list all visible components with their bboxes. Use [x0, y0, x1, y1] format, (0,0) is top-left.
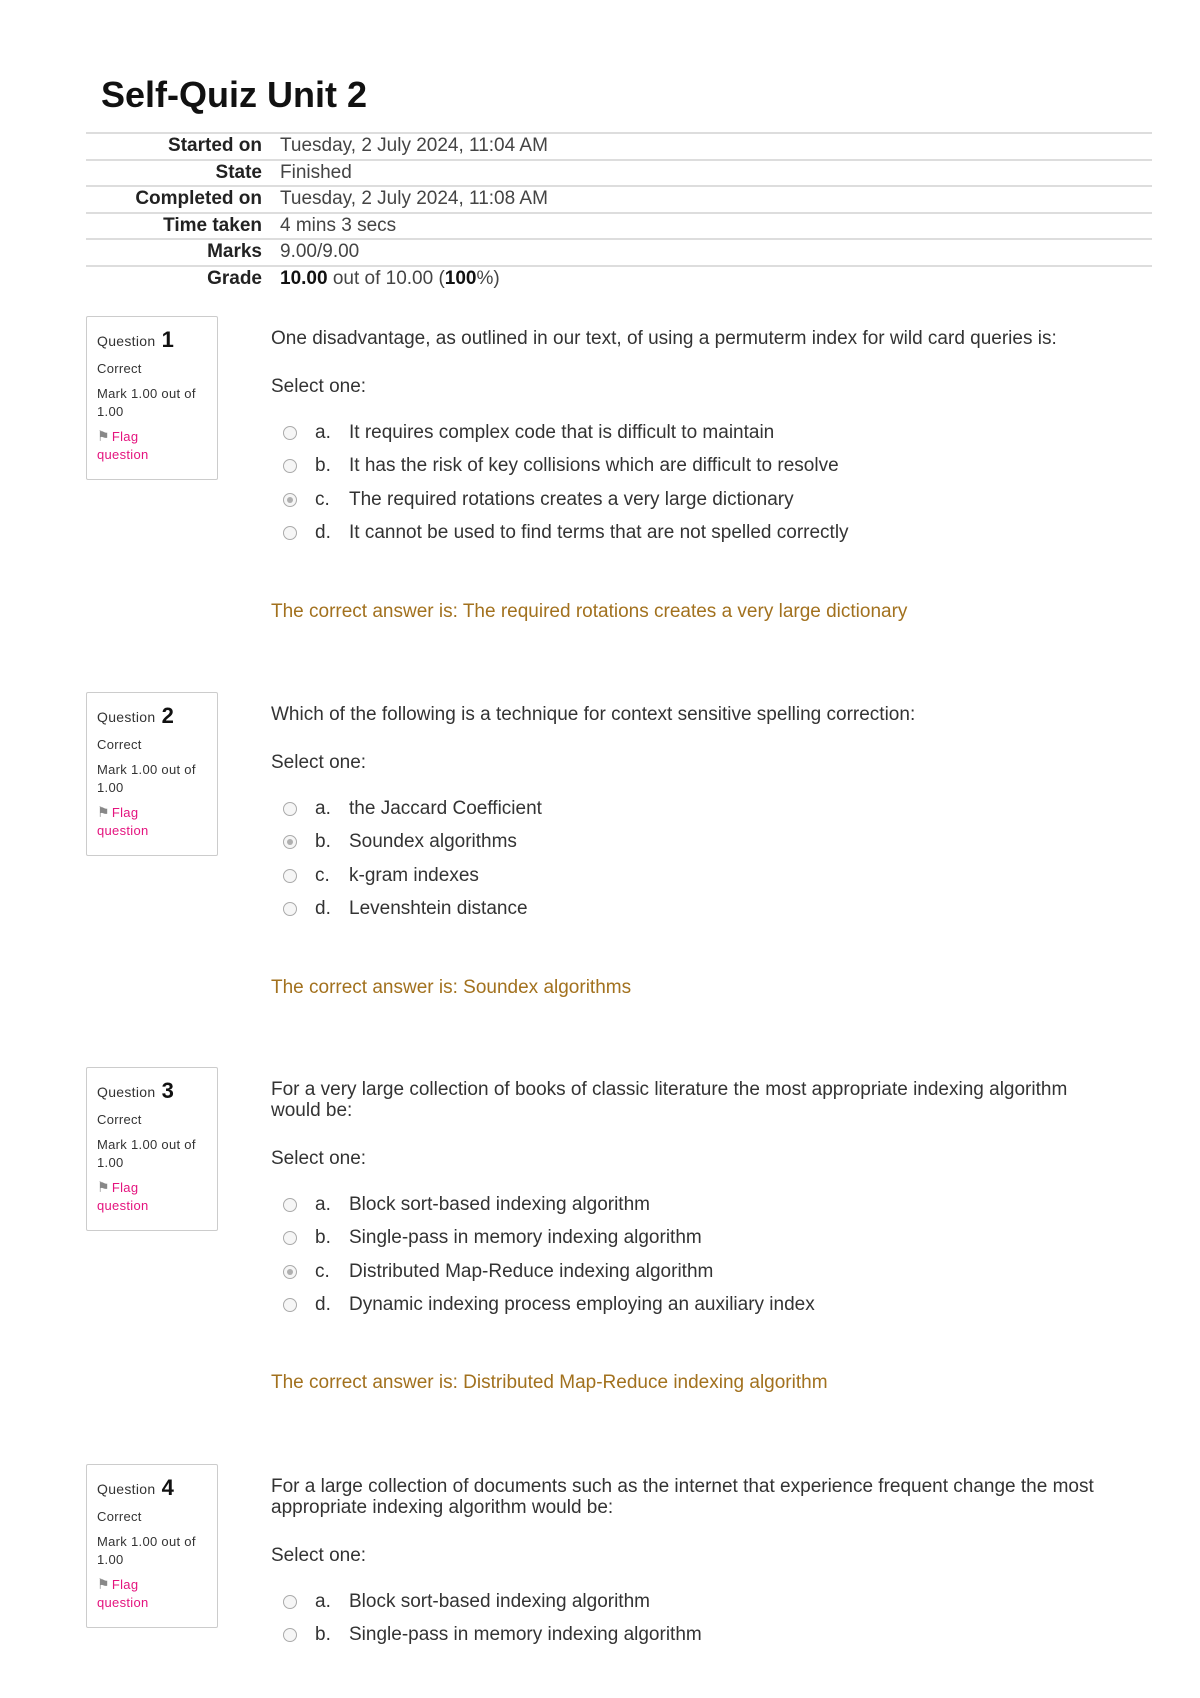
flag-icon: ⚑ [97, 428, 110, 444]
question-state: Correct [97, 361, 142, 376]
option-letter: b. [315, 1624, 331, 1646]
option-letter: b. [315, 1227, 331, 1249]
question-number: 2 [161, 703, 175, 728]
answer-option[interactable] [283, 1255, 1101, 1289]
option-letter: b. [315, 831, 331, 853]
page-title: Self-Quiz Unit 2 [101, 74, 368, 115]
select-one-prompt: Select one: [271, 1545, 367, 1566]
summary-label: Grade [207, 267, 262, 289]
answer-option[interactable] [283, 1619, 1101, 1653]
summary-value [280, 268, 500, 290]
summary-label: State [215, 161, 262, 183]
summary-row-state [86, 161, 1152, 188]
question-label: Question [97, 333, 156, 349]
summary-label: Marks [207, 241, 262, 263]
summary-label: Started on [168, 135, 262, 157]
select-one-prompt: Select one: [271, 752, 367, 773]
option-letter: a. [315, 421, 331, 443]
attempt-summary-table [86, 132, 1152, 291]
flag-label: Flag [111, 805, 139, 820]
flag-label: Flag [111, 429, 139, 444]
question-label: Question [97, 1481, 156, 1497]
radio-button[interactable] [283, 1628, 297, 1642]
option-letter: a. [315, 1193, 331, 1215]
summary-label: Completed on [135, 188, 262, 210]
question-content [271, 1067, 1101, 1393]
question-number-line [97, 703, 207, 729]
option-text: Levenshtein distance [349, 898, 528, 920]
summary-value: 4 mins 3 secs [280, 214, 397, 236]
option-text: k-gram indexes [349, 864, 479, 886]
answer-option[interactable] [283, 893, 1101, 927]
flag-question-link[interactable] [97, 803, 207, 840]
option-text: It cannot be used to find terms that are not spelled correctly [349, 522, 849, 544]
radio-button[interactable] [283, 1231, 297, 1245]
question-info-box [86, 316, 218, 480]
question-mark: Mark 1.00 out of 1.00 [97, 762, 196, 795]
answer-option[interactable] [283, 792, 1101, 826]
flag-label: Flag [111, 1180, 139, 1195]
radio-button[interactable] [283, 493, 297, 507]
summary-label: Time taken [163, 214, 262, 236]
question-number: 3 [161, 1078, 175, 1103]
question-info-box [86, 1464, 218, 1628]
flag-label-2: question [97, 447, 149, 462]
radio-button[interactable] [283, 526, 297, 540]
question-text: For a very large collection of books of classic literature the most appropriate indexing algorithm would be: [271, 1079, 1068, 1121]
flag-icon: ⚑ [97, 1576, 110, 1592]
radio-button[interactable] [283, 1198, 297, 1212]
answer-option[interactable] [283, 416, 1101, 450]
correct-answer-feedback: The correct answer is: The required rotations creates a very large dictionary [271, 601, 908, 622]
option-letter: d. [315, 522, 331, 544]
flag-question-link[interactable] [97, 1178, 207, 1215]
question-content [271, 316, 1101, 622]
question-number: 4 [161, 1475, 175, 1500]
select-one-prompt: Select one: [271, 376, 367, 397]
question-label: Question [97, 709, 156, 725]
radio-button[interactable] [283, 426, 297, 440]
answer-options [271, 1585, 1101, 1652]
option-text: The required rotations creates a very large dictionary [349, 488, 794, 510]
question-info-box [86, 1067, 218, 1231]
option-letter: c. [315, 864, 330, 886]
question-label: Question [97, 1084, 156, 1100]
correct-answer-feedback: The correct answer is: Soundex algorithms [271, 977, 632, 998]
option-letter: a. [315, 797, 331, 819]
answer-option[interactable] [283, 826, 1101, 860]
question-text: Which of the following is a technique for context sensitive spelling correction: [271, 704, 916, 725]
option-text: the Jaccard Coefficient [349, 797, 542, 819]
flag-label: Flag [111, 1577, 139, 1592]
flag-label-2: question [97, 1595, 149, 1610]
question-state: Correct [97, 1112, 142, 1127]
radio-button[interactable] [283, 869, 297, 883]
option-text: Distributed Map-Reduce indexing algorithm [349, 1260, 714, 1282]
grade-mid: out of 10.00 ( [327, 267, 445, 289]
option-text: It requires complex code that is difficult to maintain [349, 421, 775, 443]
question-state: Correct [97, 737, 142, 752]
flag-question-link[interactable] [97, 1575, 207, 1612]
option-letter: d. [315, 898, 331, 920]
flag-label-2: question [97, 1198, 149, 1213]
summary-value: Tuesday, 2 July 2024, 11:04 AM [280, 135, 548, 157]
question-state: Correct [97, 1509, 142, 1524]
answer-option[interactable] [283, 859, 1101, 893]
answer-option[interactable] [283, 483, 1101, 517]
grade-score: 10.00 [280, 267, 328, 289]
grade-percent: 100 [444, 267, 477, 289]
radio-button[interactable] [283, 459, 297, 473]
summary-row-time [86, 214, 1152, 241]
option-text: Dynamic indexing process employing an auxiliary index [349, 1294, 815, 1316]
summary-value: 9.00/9.00 [280, 241, 360, 263]
option-text: Single-pass in memory indexing algorithm [349, 1624, 702, 1646]
radio-button[interactable] [283, 802, 297, 816]
radio-button[interactable] [283, 1595, 297, 1609]
question-number-line [97, 327, 207, 353]
radio-button[interactable] [283, 902, 297, 916]
question-text: One disadvantage, as outlined in our text, of using a permuterm index for wild card queries is: [271, 328, 1057, 349]
option-text: Soundex algorithms [349, 831, 517, 853]
correct-answer-feedback: The correct answer is: Distributed Map-Reduce indexing algorithm [271, 1372, 828, 1393]
question-mark: Mark 1.00 out of 1.00 [97, 1137, 196, 1170]
question-mark: Mark 1.00 out of 1.00 [97, 386, 196, 419]
question-content [271, 692, 1101, 998]
option-letter: c. [315, 1260, 330, 1282]
summary-value: Finished [280, 161, 352, 183]
option-text: Block sort-based indexing algorithm [349, 1193, 650, 1215]
answer-option[interactable] [283, 1585, 1101, 1619]
answer-option[interactable] [283, 450, 1101, 484]
question-number-line [97, 1078, 207, 1104]
summary-value: Tuesday, 2 July 2024, 11:08 AM [280, 188, 548, 210]
answer-options [271, 792, 1101, 926]
summary-row-started [86, 134, 1152, 161]
summary-row-marks [86, 240, 1152, 267]
answer-option[interactable] [283, 1188, 1101, 1222]
option-letter: c. [315, 488, 330, 510]
select-one-prompt: Select one: [271, 1148, 367, 1169]
radio-button[interactable] [283, 1298, 297, 1312]
flag-label-2: question [97, 823, 149, 838]
answer-option[interactable] [283, 1289, 1101, 1323]
summary-row-grade [86, 267, 1152, 292]
question-mark: Mark 1.00 out of 1.00 [97, 1534, 196, 1567]
answer-option[interactable] [283, 1222, 1101, 1256]
option-letter: d. [315, 1294, 331, 1316]
radio-button[interactable] [283, 1265, 297, 1279]
question-number-line [97, 1475, 207, 1501]
option-text: Block sort-based indexing algorithm [349, 1590, 650, 1612]
question-number: 1 [161, 327, 175, 352]
answer-options [271, 1188, 1101, 1322]
grade-end: %) [476, 267, 500, 289]
option-letter: b. [315, 455, 331, 477]
flag-icon: ⚑ [97, 1179, 110, 1195]
answer-options [271, 416, 1101, 550]
answer-option[interactable] [283, 517, 1101, 551]
option-text: It has the risk of key collisions which are difficult to resolve [349, 455, 839, 477]
flag-icon: ⚑ [97, 804, 110, 820]
summary-row-completed [86, 187, 1152, 214]
flag-question-link[interactable] [97, 427, 207, 464]
question-content [271, 1464, 1101, 1652]
question-text: For a large collection of documents such as the internet that experience frequent change the most appropriate indexing algorithm would be: [271, 1476, 1094, 1518]
option-letter: a. [315, 1590, 331, 1612]
option-text: Single-pass in memory indexing algorithm [349, 1227, 702, 1249]
radio-button[interactable] [283, 835, 297, 849]
question-info-box [86, 692, 218, 856]
